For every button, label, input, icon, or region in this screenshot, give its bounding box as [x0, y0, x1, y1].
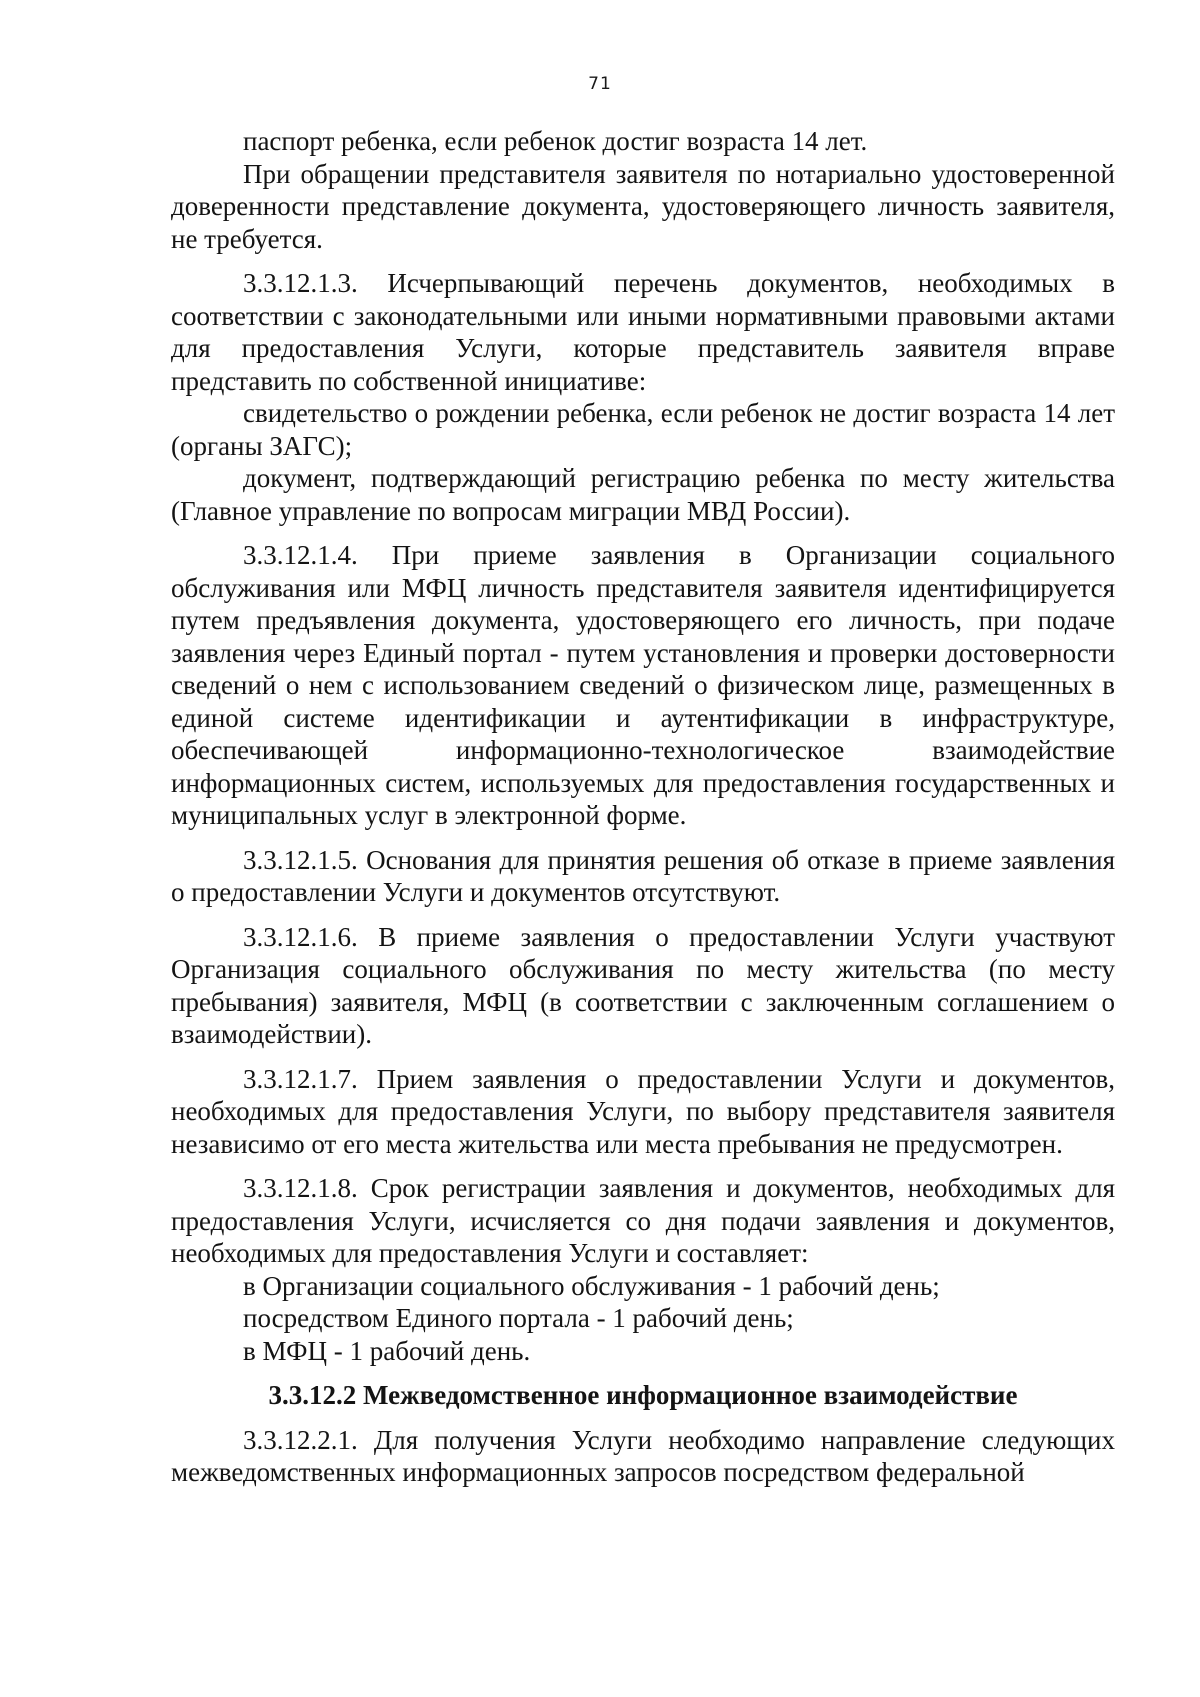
page-number: 71: [588, 74, 612, 94]
list-item-unified-portal: посредством Единого портала - 1 рабочий день;: [243, 1303, 794, 1333]
paragraph-3-3-12-1-6: 3.3.12.1.6. В приеме заявления о предоставлении Услуги участвуют Организация социального обслуживания по месту жительства (по месту пребывания) заявителя, МФЦ (в соответствии с заключенным соглашением о взаимодействии).: [171, 921, 1115, 1049]
paragraph-notarial-proxy: При обращении представителя заявителя по нотариально удостоверенной доверенности представление документа, удостоверяющего личность заявителя, не требуется.: [171, 158, 1115, 254]
paragraph-child-passport: паспорт ребенка, если ребенок достиг возраста 14 лет.: [243, 126, 868, 156]
paragraph-birth-certificate: свидетельство о рождении ребенка, если ребенок не достиг возраста 14 лет (органы ЗАГС);: [171, 398, 1115, 461]
paragraph-3-3-12-1-5: 3.3.12.1.5. Основания для принятия решения об отказе в приеме заявления о предоставлении Услуги и документов отсутствуют.: [171, 844, 1115, 907]
paragraph-3-3-12-1-4: 3.3.12.1.4. При приеме заявления в Организации социального обслуживания или МФЦ личность представителя заявителя идентифицируется путем предъявления документа, удостоверяющего его личность, при подаче заявления через Единый портал - путем установления и проверки достоверности сведений о нем с использованием сведений о физическом лице, размещенных в единой системе идентификации и аутентификации в инфраструктуре, обеспечивающей информационно-технологическое взаимодействие информационных систем, используемых для предоставления государственных и муниципальных услуг в электронной форме.: [171, 540, 1115, 830]
document-body: [171, 125, 1115, 1489]
list-item-social-organization: в Организации социального обслуживания - 1 рабочий день;: [243, 1270, 940, 1301]
paragraph-3-3-12-1-8: 3.3.12.1.8. Срок регистрации заявления и документов, необходимых для предоставления Услуги, исчисляется со дня подачи заявления и документов, необходимых для предоставления Услуги и составляет:: [171, 1173, 1115, 1268]
list-item-mfc: в МФЦ - 1 рабочий день.: [243, 1335, 531, 1366]
section-heading: 3.3.12.2 Межведомственное информационное взаимодействие: [268, 1380, 1018, 1410]
paragraph-3-3-12-1-3: 3.3.12.1.3. Исчерпывающий перечень документов, необходимых в соответствии с законодательными или иными нормативными правовыми актами для предоставления Услуги, которые представитель заявителя вправе представить по собственной инициативе:: [171, 268, 1115, 396]
paragraph-3-3-12-1-7: 3.3.12.1.7. Прием заявления о предоставлении Услуги и документов, необходимых для предоставления Услуги, по выбору представителя заявителя независимо от его места жительства или места пребывания не предусмотрен.: [171, 1063, 1115, 1159]
paragraph-3-3-12-2-1: 3.3.12.2.1. Для получения Услуги необходимо направление следующих межведомственных информационных запросов посредством федеральной: [171, 1424, 1115, 1487]
paragraph-registration-document: документ, подтверждающий регистрацию ребенка по месту жительства (Главное управление по вопросам миграции МВД России).: [171, 463, 1115, 526]
